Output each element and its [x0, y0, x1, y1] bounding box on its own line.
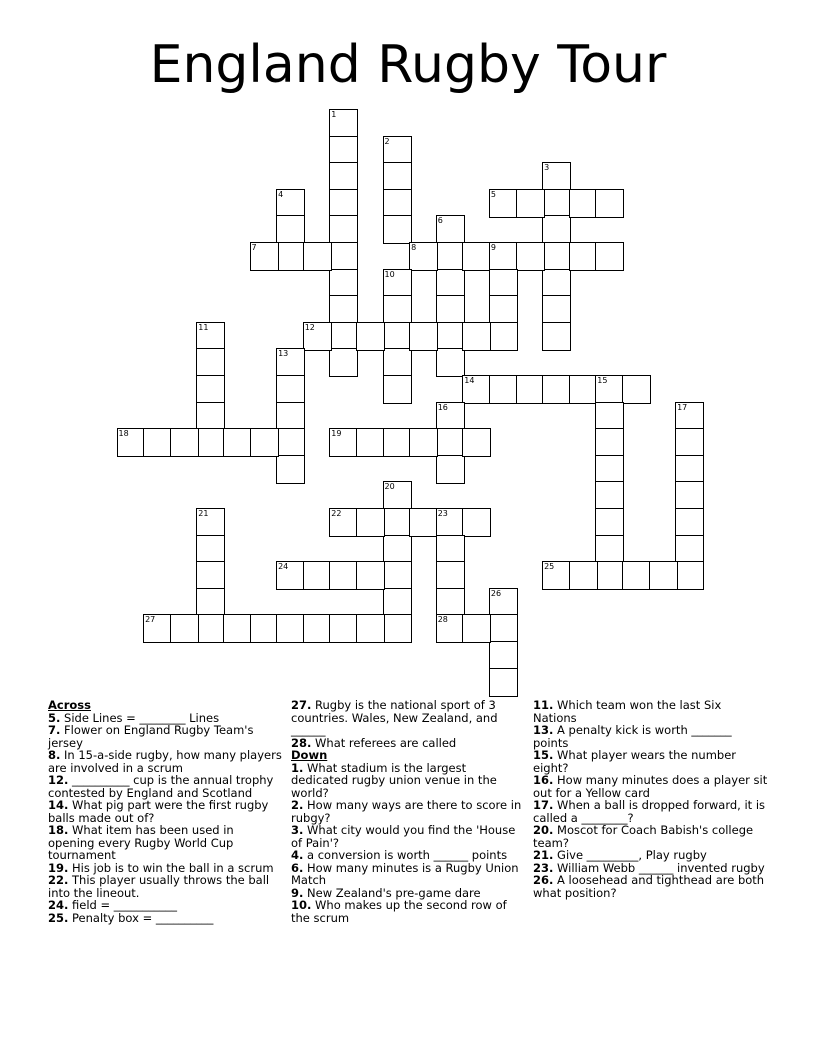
grid-cell[interactable]: [595, 508, 624, 537]
cell-number: 23: [437, 509, 448, 518]
cell-number: 25: [544, 562, 555, 572]
clue-number: 2.: [291, 798, 304, 812]
grid-cell[interactable]: [196, 348, 225, 377]
cell-number: 1: [331, 110, 337, 119]
clue-text: How many ways are there to score in rubgy?: [291, 798, 522, 825]
cell-number: 10: [384, 269, 395, 279]
cell-number: 7: [251, 243, 257, 252]
grid-cell[interactable]: [542, 189, 571, 218]
grid-cell[interactable]: [462, 508, 491, 537]
grid-cell[interactable]: [675, 481, 704, 510]
down-clue: [533, 774, 768, 799]
grid-cell[interactable]: [223, 614, 252, 643]
clue-text: What pig part were the first rugby balls made out of?: [48, 798, 269, 825]
cell-number: 19: [331, 429, 342, 439]
cell-number: 13: [278, 349, 289, 359]
clue-number: 25.: [48, 910, 69, 925]
clue-number: 3.: [291, 823, 304, 837]
cell-number: 6: [437, 216, 443, 226]
grid-cell[interactable]: [489, 668, 518, 697]
grid-cell[interactable]: [436, 348, 465, 377]
clue-text: How many minutes is a Rugby Union Match: [291, 860, 519, 887]
across-clue: [48, 724, 283, 749]
grid-cell[interactable]: [462, 375, 491, 404]
grid-cell[interactable]: [276, 189, 305, 218]
clue-text: William Webb ______ invented rugby: [553, 860, 765, 875]
down-clue: [533, 699, 768, 724]
cell-number: 14: [464, 376, 475, 385]
grid-cell[interactable]: [409, 428, 438, 457]
grid-cell[interactable]: [649, 561, 678, 590]
clue-number: 13.: [533, 723, 554, 737]
grid-cell[interactable]: [436, 588, 465, 617]
clue-text: Penalty box = __________: [68, 910, 214, 925]
grid-cell[interactable]: [542, 295, 571, 324]
grid-cell[interactable]: [383, 588, 412, 617]
grid-cell[interactable]: [595, 481, 624, 510]
grid-cell[interactable]: [436, 614, 465, 643]
down-clue: [533, 824, 768, 849]
clue-number: 4.: [291, 848, 304, 862]
down-clue: [291, 762, 526, 800]
clue-column-1: [48, 699, 283, 924]
grid-cell[interactable]: [329, 109, 358, 138]
across-clue: [48, 874, 283, 899]
grid-cell[interactable]: [409, 242, 438, 271]
cell-number: 27: [145, 615, 156, 625]
grid-cell[interactable]: [436, 242, 465, 271]
grid-cell[interactable]: [436, 402, 465, 431]
grid-cell[interactable]: [542, 561, 571, 590]
across-heading: Across: [48, 698, 91, 712]
grid-cell[interactable]: [303, 614, 332, 643]
clue-text: When a ball is dropped forward, it is called a ________?: [533, 798, 766, 825]
grid-cell[interactable]: [329, 269, 358, 298]
clue-column-3: [533, 699, 768, 899]
clue-number: 22.: [48, 873, 69, 887]
grid-cell[interactable]: [489, 322, 518, 351]
clue-text: What player wears the number eight?: [533, 748, 737, 775]
grid-cell[interactable]: [569, 189, 598, 218]
grid-cell[interactable]: [196, 375, 225, 404]
cell-number: 28: [437, 615, 448, 625]
grid-cell[interactable]: [436, 215, 465, 244]
grid-cell[interactable]: [462, 242, 491, 271]
grid-cell[interactable]: [436, 322, 465, 351]
clue-text: What item has been used in opening every Rugby World Cup tournament: [48, 823, 234, 862]
grid-cell[interactable]: [436, 508, 465, 537]
grid-cell[interactable]: [329, 162, 358, 191]
grid-cell[interactable]: [276, 455, 305, 484]
grid-cell[interactable]: [329, 322, 358, 351]
cell-number: 12: [304, 322, 315, 332]
grid-cell[interactable]: [276, 348, 305, 377]
grid-cell[interactable]: [489, 295, 518, 324]
cell-number: 5: [490, 189, 496, 199]
grid-cell[interactable]: [383, 215, 412, 244]
grid-cell[interactable]: [329, 189, 358, 218]
grid-cell[interactable]: [542, 242, 571, 271]
grid-cell[interactable]: [622, 561, 651, 590]
cell-number: 26: [490, 588, 502, 598]
clue-number: 9.: [291, 885, 304, 900]
clue-text: Give _________, Play rugby: [553, 848, 707, 862]
grid-cell[interactable]: [170, 614, 199, 643]
grid-cell[interactable]: [675, 535, 704, 564]
down-clue: [291, 899, 526, 924]
cell-number: 16: [437, 402, 448, 412]
grid-cell[interactable]: [542, 322, 571, 351]
grid-cell[interactable]: [489, 588, 518, 617]
cell-number: 11: [198, 322, 209, 332]
grid-cell[interactable]: [276, 428, 305, 457]
grid-cell[interactable]: [356, 428, 385, 457]
grid-cell[interactable]: [595, 189, 624, 218]
clue-text: Which team won the last Six Nations: [533, 698, 722, 725]
puzzle-title: England Rugby Tour: [149, 35, 667, 95]
across-clue: [48, 774, 283, 799]
grid-cell[interactable]: [383, 136, 412, 165]
grid-cell[interactable]: [383, 322, 412, 351]
grid-cell[interactable]: [196, 588, 225, 617]
down-heading: Down: [291, 748, 328, 762]
grid-cell[interactable]: [542, 269, 571, 298]
grid-cell[interactable]: [250, 614, 279, 643]
grid-cell[interactable]: [329, 428, 358, 457]
clue-number: 8.: [48, 748, 61, 762]
clue-text: a conversion is worth ______ points: [303, 848, 508, 862]
grid-cell[interactable]: [329, 215, 358, 244]
clue-number: 11.: [533, 698, 554, 712]
grid-cell[interactable]: [436, 561, 465, 590]
grid-cell[interactable]: [569, 561, 598, 590]
grid-cell[interactable]: [329, 242, 358, 271]
grid-cell[interactable]: [675, 455, 704, 484]
grid-cell[interactable]: [143, 428, 172, 457]
grid-cell[interactable]: [117, 428, 146, 457]
grid-cell[interactable]: [489, 189, 518, 218]
grid-cell[interactable]: [196, 508, 225, 537]
grid-cell[interactable]: [462, 322, 491, 351]
down-clue: [533, 749, 768, 774]
grid-cell[interactable]: [622, 375, 651, 404]
clue-text: New Zealand's pre-game dare: [303, 885, 481, 900]
clue-number: 27.: [291, 698, 312, 712]
grid-cell[interactable]: [595, 455, 624, 484]
grid-cell[interactable]: [409, 322, 438, 351]
clue-number: 19.: [48, 860, 69, 875]
grid-cell[interactable]: [383, 348, 412, 377]
grid-cell[interactable]: [675, 561, 704, 590]
clue-text: What stadium is the largest dedicated rugby union venue in the world?: [291, 760, 497, 800]
cell-number: 18: [118, 429, 129, 439]
grid-cell[interactable]: [356, 561, 385, 590]
grid-cell[interactable]: [303, 322, 332, 351]
grid-cell[interactable]: [250, 428, 279, 457]
cell-number: 4: [278, 189, 284, 199]
cell-number: 17: [677, 402, 688, 412]
grid-cell[interactable]: [595, 561, 624, 590]
cell-number: 2: [384, 136, 390, 146]
grid-cell[interactable]: [196, 535, 225, 564]
grid-cell[interactable]: [196, 428, 225, 457]
across-clue: [48, 912, 283, 925]
grid-cell[interactable]: [516, 242, 545, 271]
cell-number: 24: [278, 562, 289, 572]
clue-number: 1.: [291, 760, 304, 775]
grid-cell[interactable]: [595, 535, 624, 564]
down-clue: [533, 874, 768, 899]
grid-cell[interactable]: [250, 242, 279, 271]
clue-number: 23.: [533, 860, 554, 875]
grid-cell[interactable]: [303, 561, 332, 590]
across-clue: [48, 824, 283, 862]
clue-number: 14.: [48, 798, 69, 812]
clue-text: What city would you find the 'House of Pain'?: [291, 823, 516, 850]
clue-text: His job is to win the ball in a scrum: [68, 860, 274, 875]
grid-cell[interactable]: [383, 481, 412, 510]
clue-column-2: [291, 699, 526, 924]
grid-cell[interactable]: [170, 428, 199, 457]
grid-cell[interactable]: [276, 561, 305, 590]
grid-cell[interactable]: [276, 242, 305, 271]
grid-cell[interactable]: [383, 162, 412, 191]
grid-cell[interactable]: [383, 535, 412, 564]
clue-number: 12.: [48, 773, 69, 787]
down-clue: [533, 799, 768, 824]
grid-cell[interactable]: [436, 295, 465, 324]
clue-number: 24.: [48, 898, 69, 912]
clue-text: Flower on England Rugby Team's jersey: [48, 723, 254, 750]
grid-cell[interactable]: [356, 614, 385, 643]
grid-cell[interactable]: [383, 561, 412, 590]
grid-cell[interactable]: [436, 428, 465, 457]
cell-number: 21: [198, 509, 209, 518]
cell-number: 22: [331, 509, 342, 518]
grid-cell[interactable]: [675, 508, 704, 537]
down-clue: [291, 862, 526, 887]
clue-text: Who makes up the second row of the scrum: [291, 898, 507, 925]
across-clue: [48, 799, 283, 824]
clue-number: 18.: [48, 823, 69, 837]
down-clue: [291, 824, 526, 849]
grid-cell[interactable]: [329, 508, 358, 537]
grid-cell[interactable]: [383, 614, 412, 643]
grid-cell[interactable]: [489, 641, 518, 670]
grid-cell[interactable]: [462, 614, 491, 643]
clue-text: A penalty kick is worth _______ points: [533, 723, 732, 750]
clue-text: Rugby is the national sport of 3 countries. Wales, New Zealand, and ______: [291, 698, 498, 737]
grid-cell[interactable]: [462, 428, 491, 457]
clue-number: 28.: [291, 735, 312, 750]
clue-number: 20.: [533, 823, 554, 837]
clue-text: This player usually throws the ball into the lineout.: [48, 873, 270, 900]
grid-cell[interactable]: [516, 189, 545, 218]
grid-cell[interactable]: [489, 269, 518, 298]
grid-cell[interactable]: [569, 242, 598, 271]
grid-cell[interactable]: [223, 428, 252, 457]
grid-cell[interactable]: [542, 375, 571, 404]
grid-cell[interactable]: [383, 295, 412, 324]
clue-number: 26.: [533, 873, 554, 887]
grid-cell[interactable]: [595, 428, 624, 457]
clue-text: __________ cup is the annual trophy contested by England and Scotland: [48, 773, 274, 800]
grid-cell[interactable]: [436, 455, 465, 484]
grid-cell[interactable]: [276, 375, 305, 404]
grid-cell[interactable]: [542, 215, 571, 244]
grid-cell[interactable]: [675, 402, 704, 431]
grid-cell[interactable]: [329, 136, 358, 165]
clue-text: Moscot for Coach Babish's college team?: [533, 823, 754, 850]
grid-cell[interactable]: [196, 322, 225, 351]
cell-number: 15: [597, 376, 608, 385]
down-clue: [533, 724, 768, 749]
grid-cell[interactable]: [196, 402, 225, 431]
clue-number: 10.: [291, 898, 312, 912]
grid-cell[interactable]: [276, 215, 305, 244]
grid-cell[interactable]: [383, 269, 412, 298]
clue-text: Side Lines = ________ Lines: [60, 710, 220, 725]
cell-number: 8: [411, 243, 417, 252]
grid-cell[interactable]: [516, 375, 545, 404]
grid-cell[interactable]: [329, 348, 358, 377]
grid-cell[interactable]: [196, 561, 225, 590]
clue-number: 6.: [291, 860, 304, 875]
grid-cell[interactable]: [276, 614, 305, 643]
grid-cell[interactable]: [436, 535, 465, 564]
grid-cell[interactable]: [489, 242, 518, 271]
grid-cell[interactable]: [356, 508, 385, 537]
clue-text: A loosehead and tighthead are both what position?: [533, 873, 765, 900]
clue-number: 17.: [533, 798, 554, 812]
clue-text: What referees are called: [311, 735, 457, 750]
cell-number: 20: [384, 482, 395, 492]
across-clue: [48, 749, 283, 774]
grid-cell[interactable]: [383, 375, 412, 404]
across-clue: [291, 699, 526, 737]
clue-number: 21.: [533, 848, 554, 862]
down-clue: [291, 799, 526, 824]
grid-cell[interactable]: [329, 561, 358, 590]
grid-cell[interactable]: [329, 295, 358, 324]
grid-cell[interactable]: [489, 614, 518, 643]
clue-number: 15.: [533, 748, 554, 762]
grid-cell[interactable]: [329, 614, 358, 643]
clue-text: field = ___________: [68, 898, 178, 912]
clue-number: 5.: [48, 710, 61, 725]
cell-number: 3: [544, 163, 550, 173]
clue-text: In 15-a-side rugby, how many players are involved in a scrum: [48, 748, 282, 775]
grid-cell[interactable]: [303, 242, 332, 271]
cell-number: 9: [490, 243, 496, 252]
grid-cell[interactable]: [595, 402, 624, 431]
grid-cell[interactable]: [595, 242, 624, 271]
grid-cell[interactable]: [489, 375, 518, 404]
grid-cell[interactable]: [569, 375, 598, 404]
grid-cell[interactable]: [356, 322, 385, 351]
grid-cell[interactable]: [383, 428, 412, 457]
grid-cell[interactable]: [542, 162, 571, 191]
clue-number: 16.: [533, 773, 554, 787]
clue-number: 7.: [48, 723, 61, 737]
grid-cell[interactable]: [276, 402, 305, 431]
grid-cell[interactable]: [675, 428, 704, 457]
clue-text: How many minutes does a player sit out for a Yellow card: [533, 773, 768, 800]
grid-cell[interactable]: [595, 375, 624, 404]
grid-cell[interactable]: [196, 614, 225, 643]
grid-cell[interactable]: [409, 508, 438, 537]
grid-cell[interactable]: [383, 189, 412, 218]
grid-cell[interactable]: [436, 269, 465, 298]
grid-cell[interactable]: [143, 614, 172, 643]
grid-cell[interactable]: [383, 508, 412, 537]
